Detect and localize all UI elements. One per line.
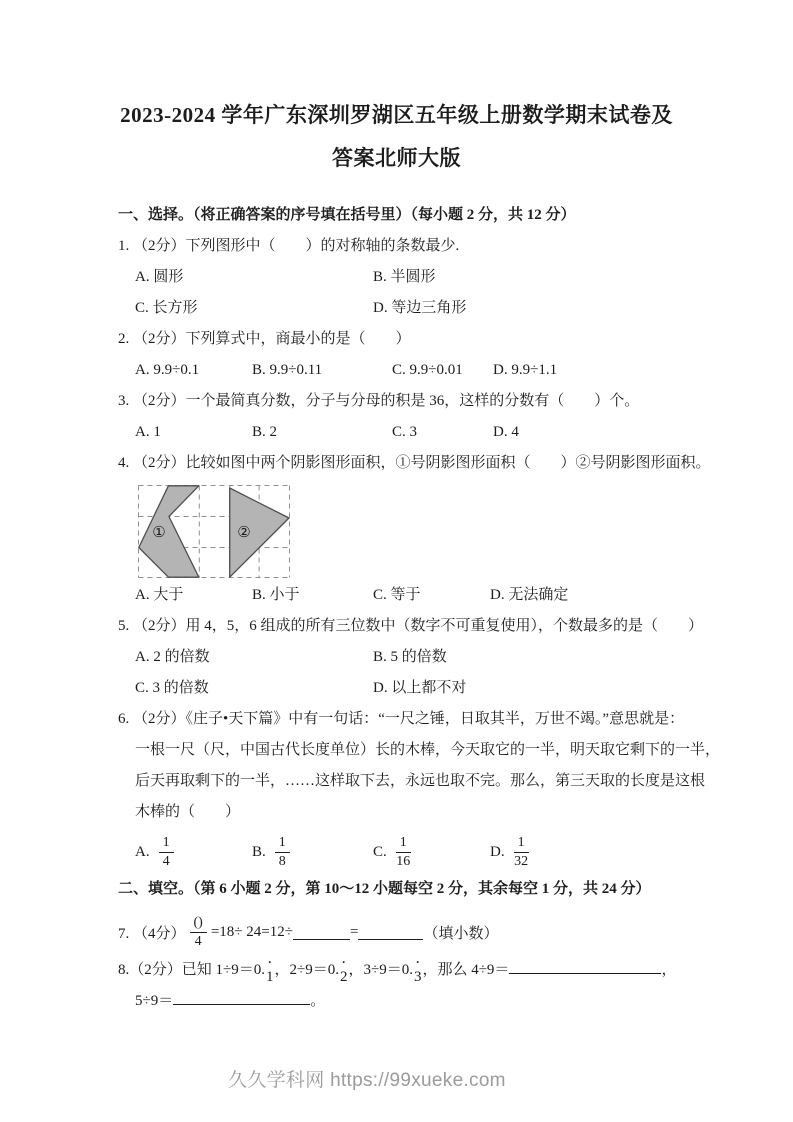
option-6a-label: A. — [135, 843, 150, 860]
section1-heading: 一、选择。（将正确答案的序号填在括号里）（每小题 2 分，共 12 分） — [118, 207, 576, 223]
option-5c: C. 3 的倍数 — [135, 680, 209, 696]
question-2-text: 2. （2分）下列算式中，商最小的是（ ） — [118, 331, 411, 347]
answer-blank-q8-2 — [173, 989, 310, 1005]
option-4d: D. 无法确定 — [490, 587, 569, 603]
option-6d — [490, 835, 693, 869]
option-1d: D. 等边三角形 — [373, 300, 467, 316]
option-1b: B. 半圆形 — [373, 269, 436, 285]
option-1c: C. 长方形 — [135, 300, 198, 316]
answer-blank-q8-1 — [509, 958, 661, 974]
question-7-prefix: 7. （4分） — [118, 925, 186, 942]
question-4-text: 4. （2分）比较如图中两个阴影图形面积，①号阴影图形面积（ ）②号阴影图形面积。 — [118, 455, 711, 471]
page-title — [0, 94, 793, 180]
question-3-options — [118, 417, 693, 448]
option-4c: C. 等于 — [373, 587, 421, 603]
fraction-blank-4: $\frac{()}{4}$ — [190, 915, 207, 949]
question-1-options-row2 — [118, 293, 693, 324]
option-4a: A. 大于 — [135, 587, 184, 603]
question-6-line2: 一根一尺（尺，中国古代长度单位）长的木棒，今天取它的一半，明天取它剩下的一半， — [135, 742, 721, 758]
option-2d: D. 9.9÷1.1 — [493, 362, 558, 378]
option-1a: A. 圆形 — [135, 269, 184, 285]
watermark-footer: 久久学科网 https://99xueke.com — [228, 1070, 506, 1091]
question-3-text: 3. （2分）一个最简真分数，分子与分母的积是 36，这样的分数有（ ）个。 — [118, 393, 640, 409]
option-4b: B. 小于 — [252, 587, 300, 603]
question-7-equation: =18÷ 24=12÷ — [210, 923, 293, 940]
question-8-t5: ， — [661, 962, 677, 978]
question-2-options — [118, 355, 693, 386]
fraction-1-16: $\frac{1}{16}$ — [396, 835, 411, 869]
question-8-t1: 8.（2分）已知 1÷9＝0. — [118, 962, 265, 978]
question-8-t4: ，那么 4÷9＝ — [422, 962, 510, 978]
question-7-suffix: （填小数） — [423, 925, 499, 942]
shape-1-label: ① — [152, 523, 166, 541]
option-2c: C. 9.9÷0.01 — [392, 362, 463, 378]
option-3a: A. 1 — [135, 424, 161, 440]
fraction-1-8: $\frac{1}{8}$ — [275, 835, 290, 869]
question-4-figure — [138, 485, 693, 578]
option-3c: C. 3 — [392, 424, 418, 440]
question-8-line1 — [118, 955, 693, 986]
repeating-decimal-3: ˙ 3 — [413, 958, 422, 985]
question-8-line2 — [118, 986, 693, 1017]
option-2b: B. 9.9÷0.11 — [252, 362, 323, 378]
question-7-equals: = — [349, 923, 359, 940]
question-8-t3: ，3÷9＝0. — [348, 962, 413, 978]
option-6b-label: B. — [252, 843, 266, 860]
option-5b: B. 5 的倍数 — [373, 649, 447, 665]
repeating-decimal-2: ˙ 2 — [339, 958, 348, 985]
question-5-text: 5. （2分）用 4，5，6 组成的所有三位数中（数字不可重复使用），个数最多的是（ ） — [118, 618, 704, 634]
answer-blank-q7-2 — [358, 924, 423, 940]
option-6c-label: C. — [373, 843, 387, 860]
question-5-options-row2 — [118, 673, 693, 704]
page-title-line2: 答案北师大版 — [332, 146, 461, 170]
question-8-t2: ，2÷9＝0. — [274, 962, 339, 978]
option-6c — [373, 835, 490, 869]
question-6-line4: 木棒的（ ） — [135, 804, 241, 820]
question-6-line3: 后天再取剩下的一半，……这样取下去，永远也取不完。那么，第三天取的长度是这根 — [135, 773, 706, 789]
fraction-1-4: $\frac{1}{4}$ — [159, 835, 174, 869]
option-5d: D. 以上都不对 — [373, 680, 467, 696]
question-6-line1: 6. （2分）《庄子•天下篇》中有一句话：“一尺之锤，日取其半，万世不竭。”意思就是： — [118, 711, 685, 727]
section2-heading: 二、填空。（第 6 小题 2 分，第 10～12 小题每空 2 分，其余每空 1 分，共 24 分） — [118, 881, 651, 897]
fraction-1-32: $\frac{1}{32}$ — [514, 835, 529, 869]
option-5a: A. 2 的倍数 — [135, 649, 210, 665]
question-4-options — [118, 580, 693, 611]
repeating-decimal-1: ˙ 1 — [265, 958, 274, 985]
question-6-options — [118, 830, 693, 874]
option-6d-label: D. — [490, 843, 505, 860]
question-8-line2-pre: 5÷9＝ — [135, 993, 174, 1009]
option-6a — [135, 835, 252, 869]
question-5-options-row1 — [118, 642, 693, 673]
question-7 — [118, 909, 693, 955]
shaded-shapes-grid-figure — [138, 485, 290, 578]
option-6b — [252, 835, 373, 869]
page-title-line1: 2023-2024 学年广东深圳罗湖区五年级上册数学期末试卷及 — [120, 103, 673, 127]
shaded-shape-1 — [139, 486, 199, 577]
option-3d: D. 4 — [493, 424, 519, 440]
option-3b: B. 2 — [252, 424, 278, 440]
question-1-text: 1. （2分）下列图形中（ ）的对称轴的条数最少. — [118, 238, 460, 254]
option-2a: A. 9.9÷0.1 — [135, 362, 200, 378]
shape-2-label: ② — [237, 523, 251, 541]
question-8-line2-end: 。 — [310, 993, 326, 1009]
exam-content — [118, 200, 721, 1017]
answer-blank-q7-1 — [293, 924, 350, 940]
question-1-options-row1 — [118, 262, 693, 293]
